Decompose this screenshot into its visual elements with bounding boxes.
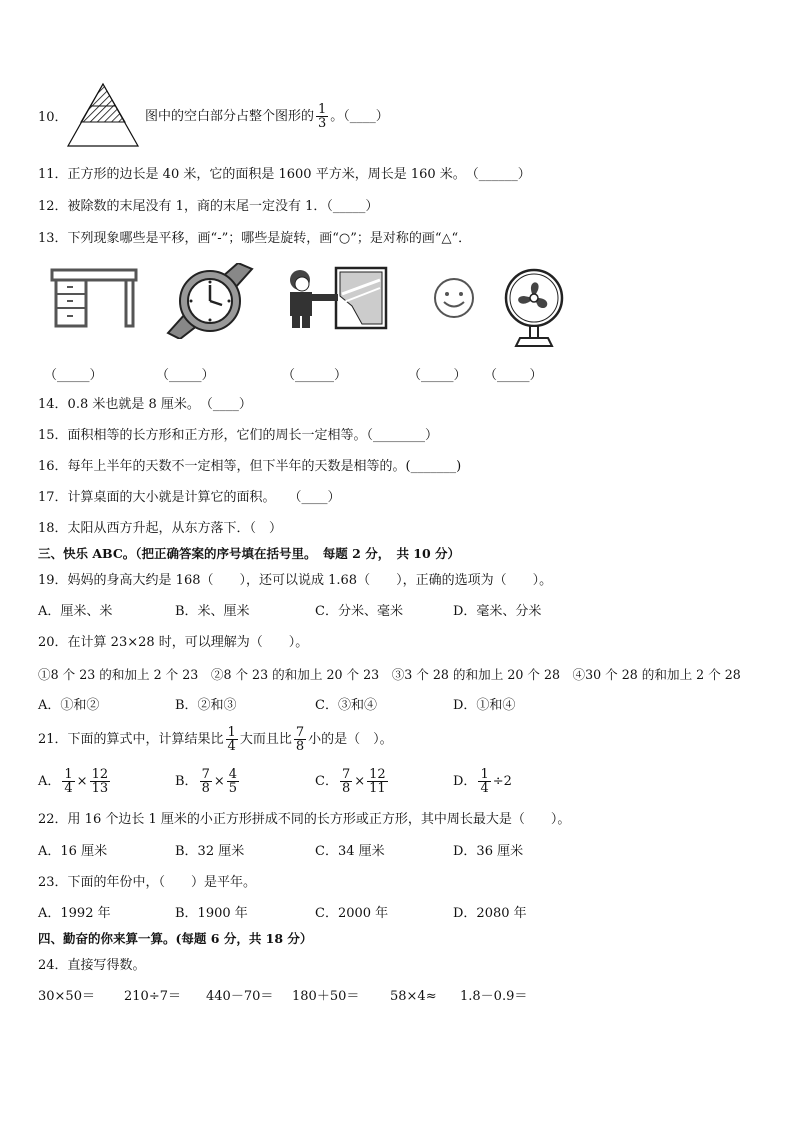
q21-option-d[interactable]: D． $\frac{1}{4}$ ÷2 xyxy=(453,767,512,796)
q24-item-5: 58×4≈ xyxy=(390,989,437,1004)
watch-icon xyxy=(164,263,256,339)
q22-option-c[interactable]: C．34 厘米 xyxy=(315,844,385,859)
q13-blank-1[interactable]: （_____） xyxy=(44,368,103,383)
q13-blank-5[interactable]: （_____） xyxy=(484,368,543,383)
q17-text: 17．计算桌面的大小就是计算它的面积。 （____） xyxy=(38,490,341,505)
q20-option-b[interactable]: B．②和③ xyxy=(175,698,237,713)
q10-number: 10． xyxy=(38,110,68,125)
q16-text: 16．每年上半年的天数不一定相等，但下半年的天数是相等的。(_______) xyxy=(38,459,462,474)
section-4-heading: 四、勤奋的你来算一算。(每题 6 分，共 18 分） xyxy=(38,931,313,946)
q24-item-3: 440－70＝ xyxy=(206,989,274,1004)
q22-option-b[interactable]: B．32 厘米 xyxy=(175,844,245,859)
q20-text: 20．在计算 23×28 时，可以理解为（ ）。 xyxy=(38,635,309,650)
q12-text: 12．被除数的末尾没有 1，商的末尾一定没有 1．（_____） xyxy=(38,199,379,214)
door-icon xyxy=(282,266,388,330)
q21-fraction-2: $\frac{7}{8}$ xyxy=(295,725,305,754)
q24-item-4: 180＋50＝ xyxy=(292,989,360,1004)
q24-item-6: 1.8－0.9＝ xyxy=(460,989,528,1004)
q19-text: 19．妈妈的身高大约是 168（ ），还可以说成 1.68（ ），正确的选项为（ ）。 xyxy=(38,573,553,588)
q13-blank-2[interactable]: （_____） xyxy=(156,368,215,383)
q22-option-d[interactable]: D．36 厘米 xyxy=(453,844,524,859)
q18-text: 18．太阳从西方升起，从东方落下．（ ） xyxy=(38,521,283,536)
q20-option-a[interactable]: A．①和② xyxy=(38,698,100,713)
q19-option-d[interactable]: D．毫米、分米 xyxy=(453,604,542,619)
q24-text: 24．直接写得数。 xyxy=(38,958,146,973)
q13-blank-4[interactable]: （_____） xyxy=(408,368,467,383)
fan-icon xyxy=(502,268,566,348)
triangle-figure xyxy=(66,82,140,148)
q24-item-2: 210÷7＝ xyxy=(124,989,181,1004)
q20-option-c[interactable]: C．③和④ xyxy=(315,698,377,713)
q14-text: 14．0.8 米也就是 8 厘米。 （____） xyxy=(38,397,252,412)
q19-option-a[interactable]: A．厘米、米 xyxy=(38,604,113,619)
q11-text: 11．正方形的边长是 40 米，它的面积是 1600 平方米，周长是 160 米。 （______） xyxy=(38,167,531,182)
q13-text: 13．下列现象哪些是平移，画“-”；哪些是旋转，画“○”；是对称的画“△“． xyxy=(38,231,472,246)
q24-item-1: 30×50＝ xyxy=(38,989,95,1004)
q21-fraction-1: $\frac{1}{4}$ xyxy=(227,725,236,754)
q21-option-c[interactable]: C． $\frac{7}{8}$ × $\frac{12}{11}$ xyxy=(315,767,386,796)
q13-blank-3[interactable]: （______） xyxy=(282,368,348,383)
q19-option-c[interactable]: C．分米、毫米 xyxy=(315,604,403,619)
q23-option-a[interactable]: A．1992 年 xyxy=(38,906,111,921)
q23-option-d[interactable]: D．2080 年 xyxy=(453,906,527,921)
q22-option-a[interactable]: A．16 厘米 xyxy=(38,844,108,859)
q23-option-c[interactable]: C．2000 年 xyxy=(315,906,389,921)
q22-text: 22．用 16 个边长 1 厘米的小正方形拼成不同的长方形或正方形，其中周长最大是（ ）。 xyxy=(38,812,571,827)
q19-option-b[interactable]: B．米、厘米 xyxy=(175,604,250,619)
desk-icon xyxy=(50,266,138,330)
q10-text: 图中的空白部分占整个图形的 $\frac{1}{3}$ 。（____） xyxy=(145,102,389,131)
q23-option-b[interactable]: B．1900 年 xyxy=(175,906,248,921)
smiley-icon xyxy=(432,276,476,320)
q23-text: 23．下面的年份中，（ ）是平年。 xyxy=(38,875,257,890)
q20-option-d[interactable]: D．①和④ xyxy=(453,698,516,713)
q21-text: 21．下面的算式中，计算结果比 $\frac{1}{4}$ 大而且比 $\frac{7}{8}$ 小的是（ ）。 xyxy=(38,725,393,754)
q20-items: ①8 个 23 的和加上 2 个 23 ②8 个 23 的和加上 20 个 23 ③3 个 28 的和加上 20 个 28 ④30 个 28 的和加上 2 个 28 xyxy=(38,667,741,682)
section-3-heading: 三、快乐 ABC。（把正确答案的序号填在括号里。 每题 2 分， 共 10 分） xyxy=(38,546,461,561)
q15-text: 15．面积相等的长方形和正方形，它们的周长一定相等。（________） xyxy=(38,428,439,443)
q21-option-a[interactable]: A． $\frac{1}{4}$ × $\frac{12}{13}$ xyxy=(38,767,109,796)
q10-fraction: $\frac{1}{3}$ xyxy=(318,102,327,131)
q21-option-b[interactable]: B． $\frac{7}{8}$ × $\frac{4}{5}$ xyxy=(175,767,238,796)
